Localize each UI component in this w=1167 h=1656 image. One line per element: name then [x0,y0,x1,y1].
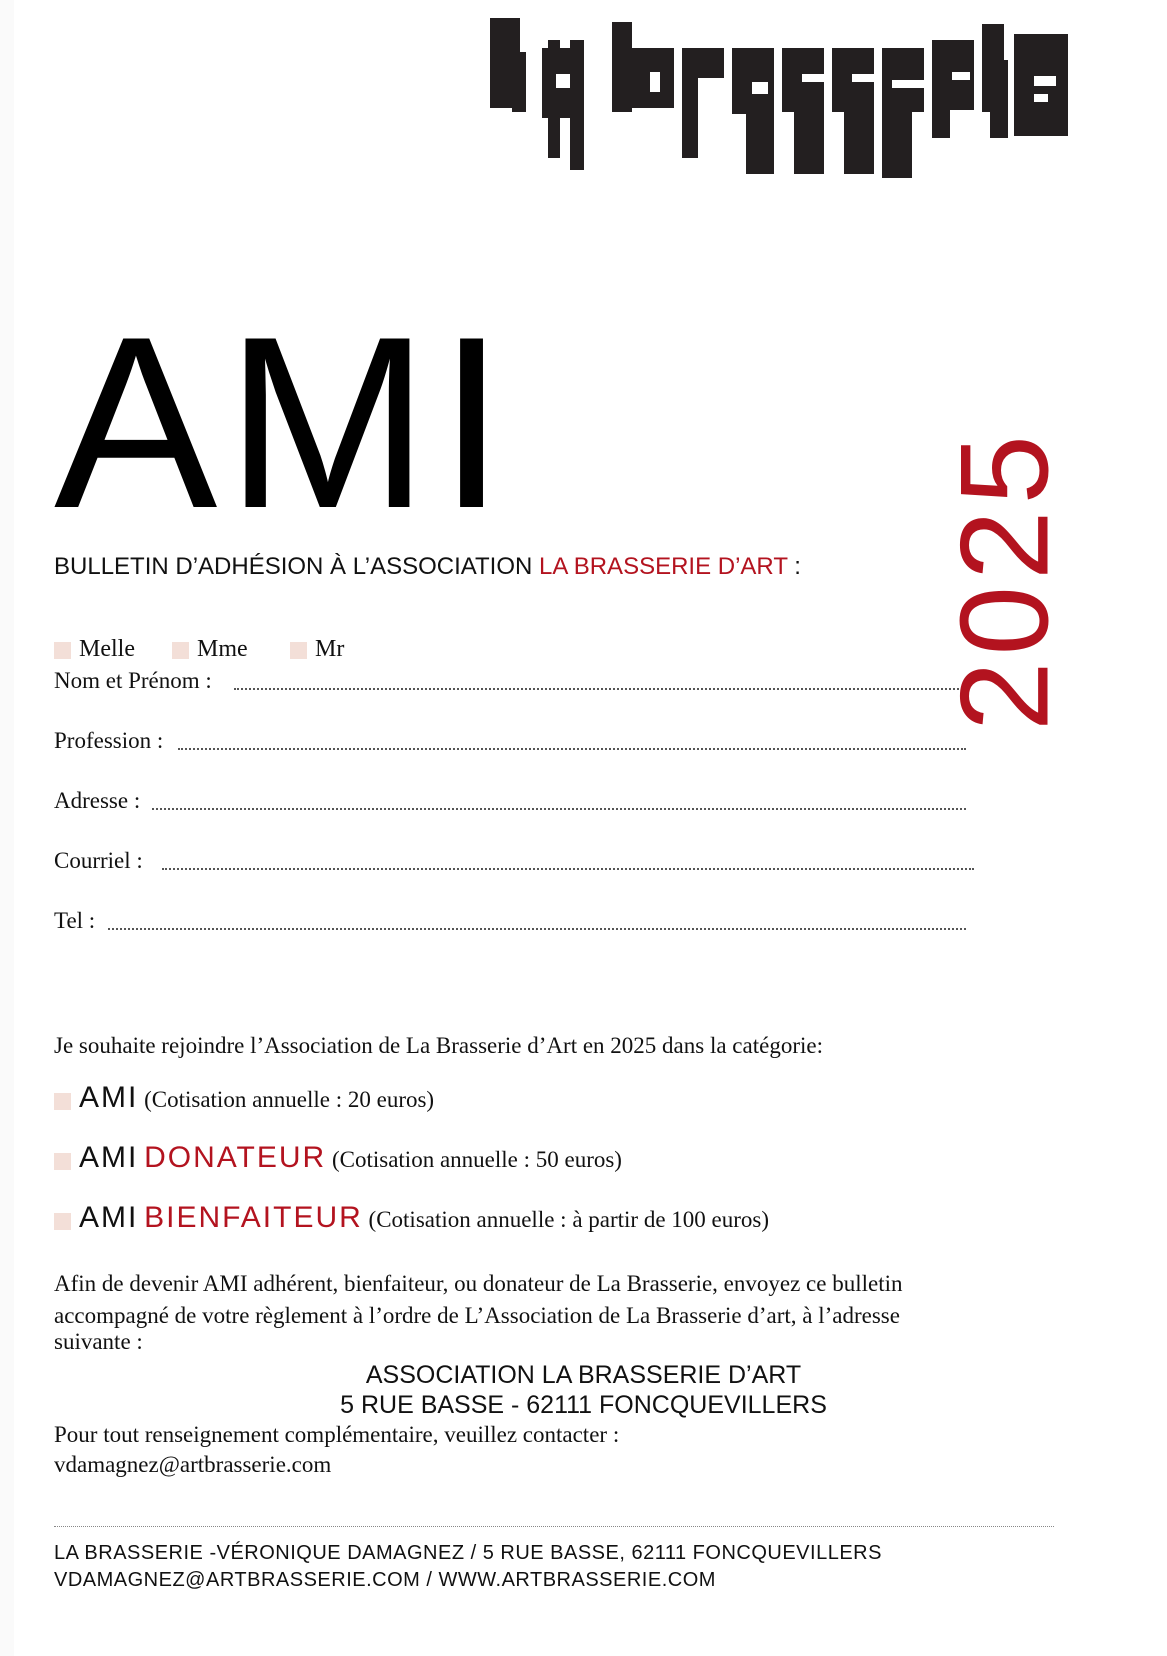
instructions [54,1268,1054,1358]
address-field[interactable] [54,788,966,814]
category-donateur[interactable] [54,1141,622,1175]
checkbox-melle[interactable] [54,642,71,659]
category-ami[interactable] [54,1081,434,1115]
contact-line: Pour tout renseignement complémentaire, veuillez contacter : [54,1422,620,1447]
mailing-address-line-2: 5 RUE BASSE - 62111 FONCQUEVILLERS [340,1391,827,1419]
footer [54,1540,882,1594]
name-field[interactable] [54,668,959,694]
civility-mme[interactable] [172,636,248,663]
checkbox-mme[interactable] [172,642,189,659]
mailing-address [0,1360,1167,1420]
phone-label: Tel : [54,908,96,933]
contact-email-link[interactable]: vdamagnez@artbrasserie.com [54,1452,332,1477]
civility-melle-label: Melle [79,636,135,662]
category-bienfaiteur[interactable] [54,1201,769,1235]
category-bienfaiteur-highlight: BIENFAITEUR [144,1201,363,1234]
checkbox-mr[interactable] [290,642,307,659]
instructions-line-2: accompagné de votre règlement à l’ordre de L’Association de La Brasserie d’art, à l’adresse [54,1303,900,1328]
instructions-line-1: Afin de devenir AMI adhérent, bienfaiteur, ou donateur de La Brasserie, envoyez ce bulletin [54,1271,903,1296]
subtitle [54,553,801,581]
subtitle-prefix: BULLETIN D’ADHÉSION À L’ASSOCIATION [54,553,533,580]
year-label: 2025 [935,428,1075,732]
phone-field[interactable] [54,908,966,934]
instructions-line-3: suivante : [54,1329,143,1354]
category-bienfaiteur-name: AMI [79,1201,139,1234]
contact-info [54,1420,619,1480]
name-label: Nom et Prénom : [54,668,212,693]
footer-contact[interactable]: VDAMAGNEZ@ARTBRASSERIE.COM / WWW.ARTBRASSERIE.COM [54,1569,716,1591]
category-ami-name: AMI [79,1081,139,1114]
footer-address: LA BRASSERIE -VÉRONIQUE DAMAGNEZ / 5 RUE BASSE, 62111 FONCQUEVILLERS [54,1542,882,1564]
civility-melle[interactable] [54,636,135,663]
email-line[interactable] [162,868,974,870]
profession-label: Profession : [54,728,164,753]
profession-line[interactable] [178,748,966,750]
mailing-address-line-1: ASSOCIATION LA BRASSERIE D’ART [365,1361,802,1389]
brasserie-logo [490,0,1130,190]
civility-mr[interactable] [290,636,344,663]
phone-line[interactable] [108,928,966,930]
profession-field[interactable] [54,728,966,754]
email-label: Courriel : [54,848,143,873]
category-donateur-name: AMI [79,1141,139,1174]
civility-mme-label: Mme [197,636,248,662]
category-donateur-highlight: DONATEUR [144,1141,327,1174]
checkbox-donateur[interactable] [54,1153,71,1170]
checkbox-ami[interactable] [54,1093,71,1110]
footer-divider [54,1526,1054,1527]
checkbox-bienfaiteur[interactable] [54,1213,71,1230]
membership-intro: Je souhaite rejoindre l’Association de La Brasserie d’Art en 2025 dans la catégorie: [54,1033,823,1058]
category-bienfaiteur-detail: (Cotisation annuelle : à partir de 100 euros) [368,1207,770,1232]
subtitle-colon: : [794,553,801,580]
address-label: Adresse : [54,788,141,813]
civility-mr-label: Mr [315,636,345,662]
category-donateur-detail: (Cotisation annuelle : 50 euros) [331,1147,622,1172]
subtitle-association: LA BRASSERIE D’ART [539,553,788,580]
email-field[interactable] [54,848,974,874]
page-title: AMI [54,285,514,559]
address-line[interactable] [152,808,966,810]
category-ami-detail: (Cotisation annuelle : 20 euros) [144,1087,435,1112]
name-line[interactable] [234,688,959,690]
